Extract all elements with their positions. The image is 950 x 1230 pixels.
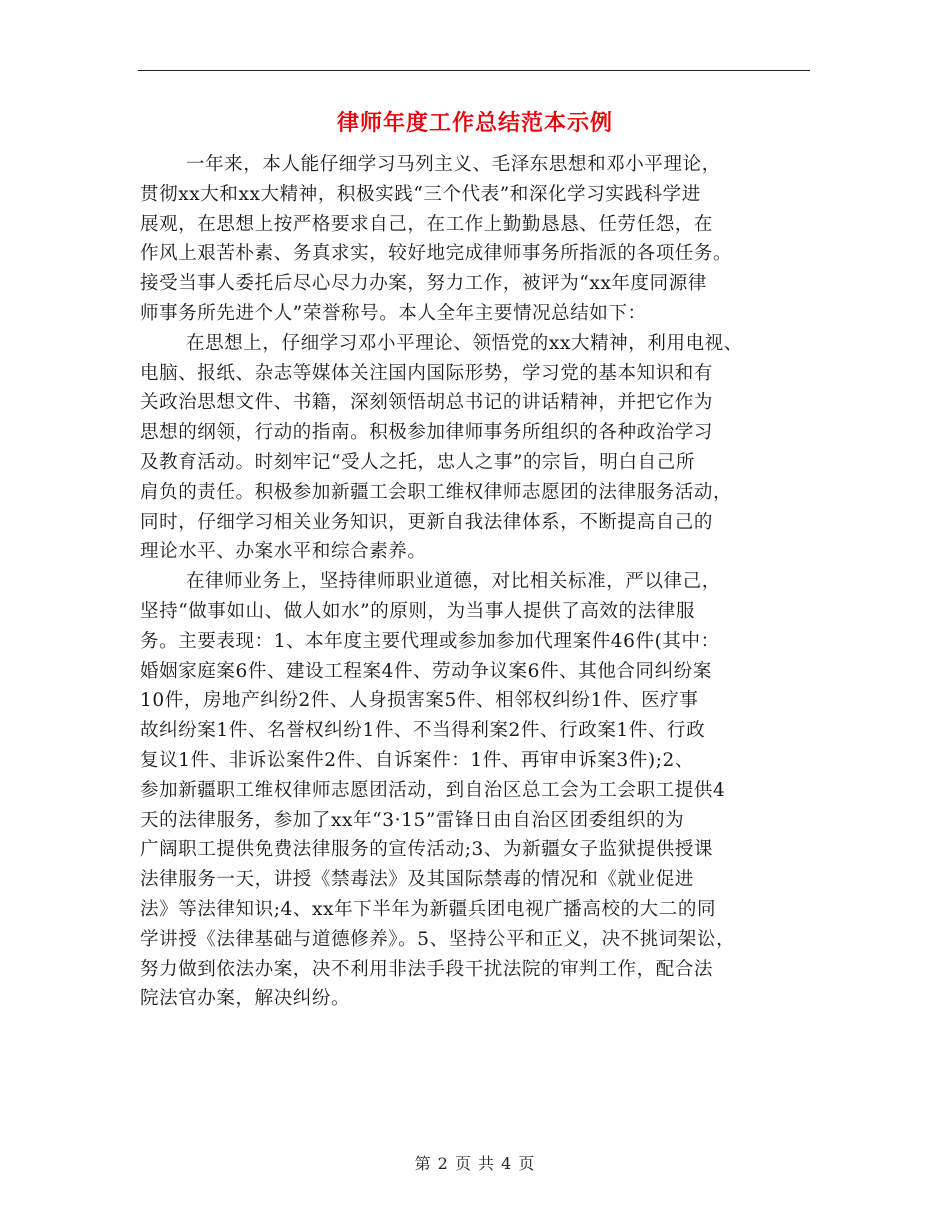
body-line: 务。主要表现：1、本年度主要代理或参加参加代理案件46件(其中： (140, 630, 720, 652)
body-line: 天的法律服务，参加了xx年“3·15”雷锋日由自治区团委组织的为 (140, 809, 685, 831)
body-line: 展观，在思想上按严格要求自己，在工作上勤勤恳恳、任劳任怨，在 (140, 213, 714, 235)
body-line: 坚持“做事如山、做人如水”的原则，为当事人提供了高效的法律服 (140, 600, 695, 622)
body-line: 10件，房地产纠纷2件、人身损害案5件、相邻权纠纷1件、医疗事 (140, 690, 699, 712)
body-line: 参加新疆职工维权律师志愿团活动，到自治区总工会为工会职工提供4 (140, 779, 726, 801)
body-line: 复议1件、非诉讼案件2件、自诉案件：1件、再审申诉案3件);2、 (140, 749, 695, 771)
body-line: 思想的纲领，行动的指南。积极参加律师事务所组织的各种政治学习 (140, 422, 714, 444)
body-line: 在思想上，仔细学习邓小平理论、领悟党的xx大精神，利用电视、 (186, 332, 743, 354)
page-footer: 第 2 页 共 4 页 (414, 1154, 536, 1173)
body-line: 接受当事人委托后尽心尽力办案，努力工作，被评为“xx年度同源律 (140, 273, 707, 295)
body-line: 在律师业务上，坚持律师职业道德，对比相关标准，严以律己， (186, 571, 721, 593)
body-line: 作风上艰苦朴素、务真求实，较好地完成律师事务所指派的各项任务。 (140, 243, 733, 265)
body-line: 电脑、报纸、杂志等媒体关注国内国际形势，学习党的基本知识和有 (140, 362, 714, 384)
body-line: 努力做到依法办案，决不利用非法手段干扰法院的审判工作，配合法 (140, 958, 714, 980)
body-line: 故纠纷案1件、名誉权纠纷1件、不当得利案2件、行政案1件、行政 (140, 720, 706, 742)
body-line: 婚姻家庭案6件、建设工程案4件、劳动争议案6件、其他合同纠纷案 (140, 660, 712, 682)
document-body (140, 150, 814, 1014)
body-line: 关政治思想文件、书籍，深刻领悟胡总书记的讲话精神，并把它作为 (140, 392, 714, 414)
body-line: 同时，仔细学习相关业务知识，更新自我法律体系，不断提高自己的 (140, 511, 714, 533)
body-line: 贯彻xx大和xx大精神，积极实践“三个代表”和深化学习实践科学进 (140, 183, 701, 205)
document-title: 律师年度工作总结范本示例 (336, 111, 613, 136)
body-line: 一年来，本人能仔细学习马列主义、毛泽东思想和邓小平理论， (186, 154, 721, 175)
body-line: 学讲授《法律基础与道德修养》。5、坚持公平和正义，决不挑词架讼， (140, 928, 736, 950)
body-line: 法律服务一天，讲授《禁毒法》及其国际禁毒的情况和《就业促进 (140, 869, 694, 891)
body-line: 法》等法律知识;4、xx年下半年为新疆兵团电视广播高校的大二的同 (140, 898, 717, 920)
body-line: 理论水平、办案水平和综合素养。 (140, 541, 427, 563)
body-line: 广阔职工提供免费法律服务的宣传活动;3、为新疆女子监狱提供授课 (140, 839, 714, 861)
body-line: 肩负的责任。积极参加新疆工会职工维权律师志愿团的法律服务活动， (140, 481, 733, 503)
header-rule (138, 70, 810, 71)
body-line: 师事务所先进个人”荣誉称号。本人全年主要情况总结如下： (140, 302, 647, 324)
body-line: 院法官办案，解决纠纷。 (140, 988, 351, 1010)
body-line: 及教育活动。时刻牢记“受人之托，忠人之事”的宗旨，明白自己所 (140, 451, 695, 473)
